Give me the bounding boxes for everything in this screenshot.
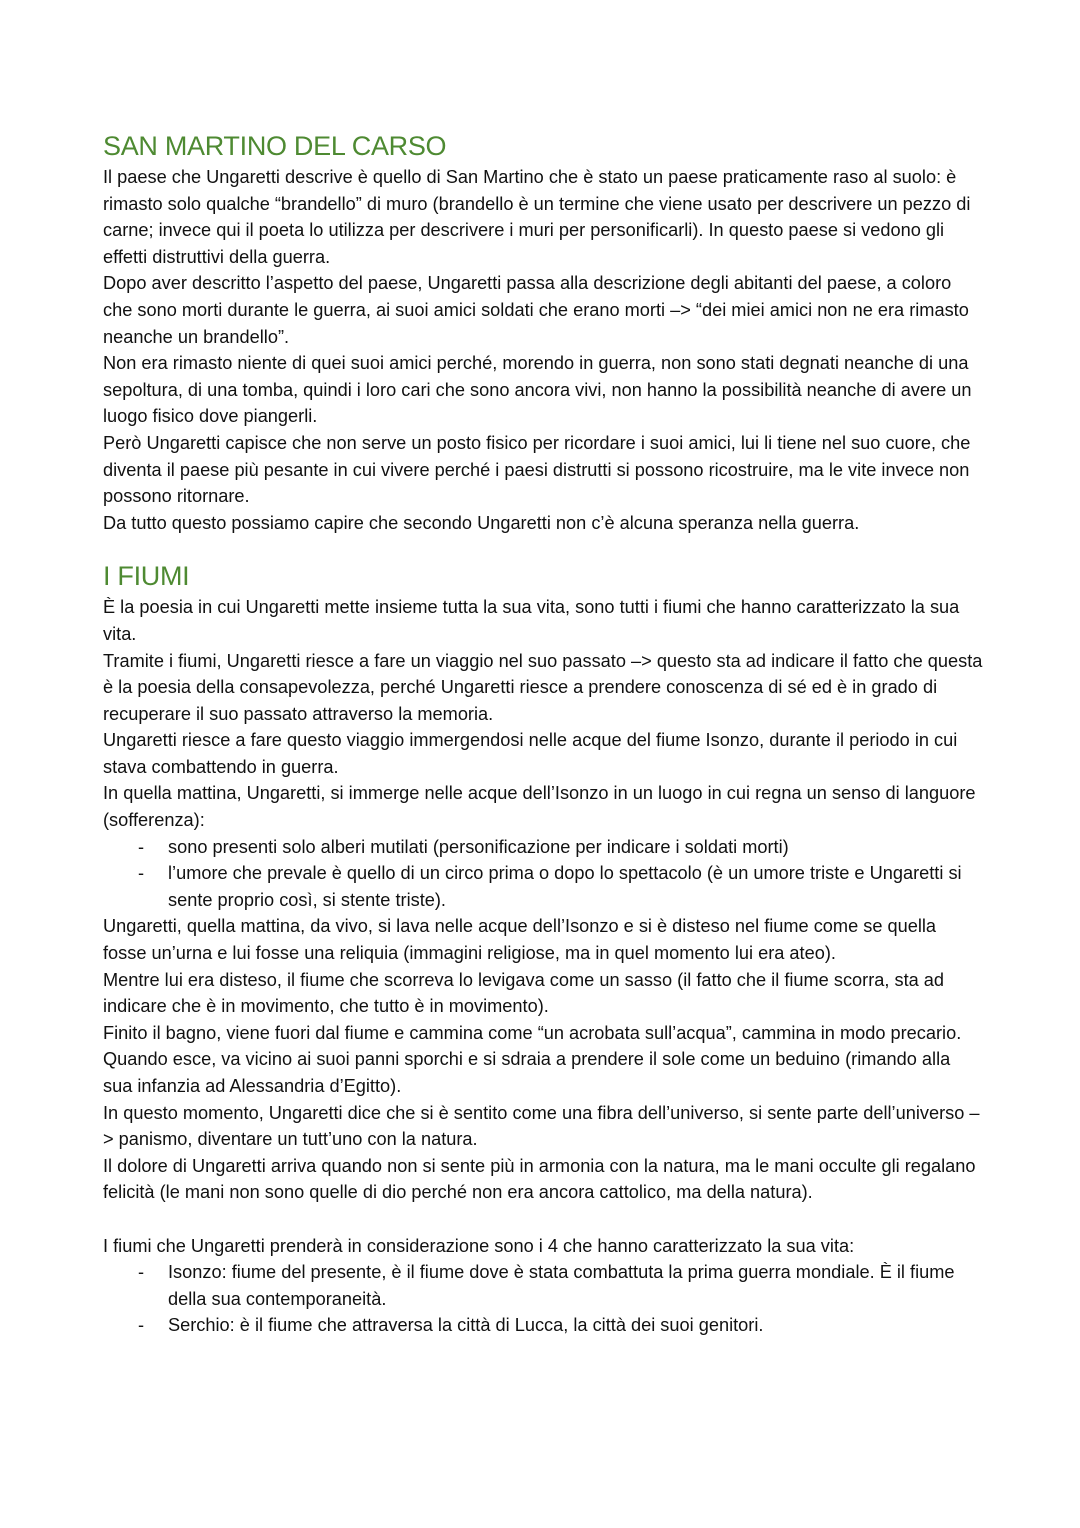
paragraph: Tramite i fiumi, Ungaretti riesce a fare un viaggio nel suo passato –> questo sta ad indicare il fatto che questa è la poesia della consapevolezza, perché Ungaretti riesce a prendere conoscenza di sé ed è in grado di recuperare il suo passato attraverso la memoria.: [103, 650, 983, 724]
paragraph: Mentre lui era disteso, il fiume che scorreva lo levigava come un sasso (il fatto che il fiume scorra, sta ad indicare che è in movimento, che tutto è in movimento).: [103, 969, 945, 1017]
paragraph: Il paese che Ungaretti descrive è quello di San Martino che è stato un paese praticamente raso al suolo: è rimasto solo qualche “brandello” di muro (brandello è un termine che viene usato per descrivere un pezzo di carne; invece qui il poeta lo utilizza per descrivere i muri per personificarli). In questo paese si vedono gli effetti distruttivi della guerra.: [103, 167, 971, 267]
paragraph: Però Ungaretti capisce che non serve un posto fisico per ricordare i suoi amici, lui li tiene nel suo cuore, che diventa il paese più pesante in cui vivere perché i paesi distrutti si possono ricostruire, ma le vite invece non possono ritornare.: [103, 432, 971, 507]
paragraph: Finito il bagno, viene fuori dal fiume e cammina come “un acrobata sull’acqua”, cammina in modo precario.: [103, 1022, 962, 1043]
list-item: - Serchio: è il fiume che attraversa la città di Lucca, la città dei suoi genitori.: [168, 1312, 983, 1339]
paragraph: In quella mattina, Ungaretti, si immerge nelle acque dell’Isonzo in un luogo in cui regna un senso di languore (sofferenza):: [103, 783, 976, 831]
blank-line: [103, 1206, 983, 1233]
paragraph: In questo momento, Ungaretti dice che si è sentito come una fibra dell’universo, si sente parte dell’universo –> panismo, diventare un tutt’uno con la natura.: [103, 1102, 980, 1150]
section-i-fiumi: [103, 558, 983, 1339]
paragraph: È la poesia in cui Ungaretti mette insieme tutta la sua vita, sono tutti i fiumi che hanno caratterizzato la sua vita.: [103, 597, 960, 644]
section-title: I FIUMI: [103, 561, 190, 592]
section-title: SAN MARTINO DEL CARSO: [103, 131, 447, 161]
paragraph: Da tutto questo possiamo capire che secondo Ungaretti non c’è alcuna speranza nella guerra.: [103, 512, 860, 533]
paragraph: Ungaretti riesce a fare questo viaggio immergendosi nelle acque del fiume Isonzo, durante il periodo in cui stava combattendo in guerra.: [103, 730, 958, 777]
list-item: - Isonzo: fiume del presente, è il fiume dove è stata combattuta la prima guerra mondiale. È il fiume della sua contemporaneità.: [168, 1259, 983, 1312]
rivers-list: [103, 1259, 983, 1339]
list-item: - l’umore che prevale è quello di un circo prima o dopo lo spettacolo (è un umore triste e Ungaretti si sente proprio così, si stente triste).: [168, 860, 983, 913]
paragraph: Il dolore di Ungaretti arriva quando non si sente più in armonia con la natura, ma le mani occulte gli regalano felicità (le mani non sono quelle di dio perché non era ancora cattolico, ma della natura).: [103, 1155, 976, 1203]
paragraph: Ungaretti, quella mattina, da vivo, si lava nelle acque dell’Isonzo e si è disteso nel fiume come se quella fosse un’urna e lui fosse una reliquia (immagini religiose, ma in quel momento lui era ateo).: [103, 916, 937, 964]
paragraph: Quando esce, va vicino ai suoi panni sporchi e si sdraia a prendere il sole come un beduino (rimando alla sua infanzia ad Alessandria d’Egitto).: [103, 1049, 951, 1096]
paragraph: I fiumi che Ungaretti prenderà in considerazione sono i 4 che hanno caratterizzato la sua vita:: [103, 1235, 855, 1256]
paragraph: Non era rimasto niente di quei suoi amici perché, morendo in guerra, non sono stati degnati neanche di una sepoltura, di una tomba, quindi i loro cari che sono ancora vivi, non hanno la possibilità neanche di avere un luogo fisico dove piangerli.: [103, 353, 972, 427]
list-item: - sono presenti solo alberi mutilati (personificazione per indicare i soldati morti): [168, 834, 983, 861]
bullet-list: [103, 834, 983, 914]
document-content: [103, 128, 983, 1339]
section-san-martino: [103, 128, 983, 536]
paragraph: Dopo aver descritto l’aspetto del paese, Ungaretti passa alla descrizione degli abitanti del paese, a coloro che sono morti durante le guerra, ai suoi amici soldati che erano morti –> “dei miei amici non ne era rimasto neanche un brandello”.: [103, 273, 969, 347]
